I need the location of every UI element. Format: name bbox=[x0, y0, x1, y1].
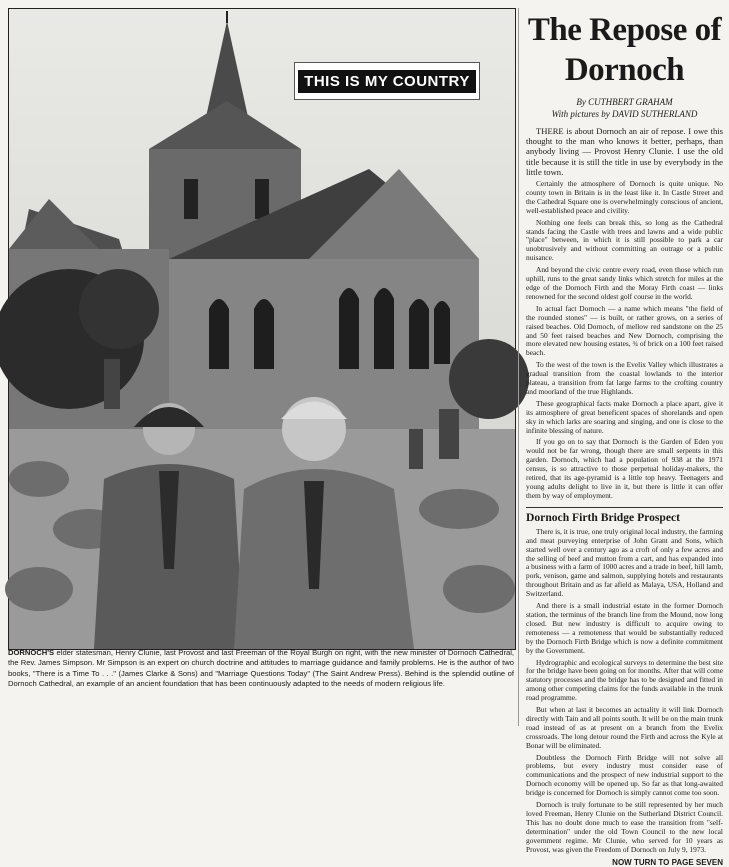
paragraph: Nothing one feels can break this, so long as the Cathedral stands facing the Castle with trees and lawns and a wide public "place" between, in which it is still possible to park a car unobtrusively and without committing an outrage or a public nuisance. bbox=[526, 217, 723, 263]
picture-credit: With pictures by DAVID SUTHERLAND bbox=[551, 109, 698, 119]
article-body bbox=[526, 126, 723, 867]
column-divider bbox=[518, 8, 519, 726]
photo-caption bbox=[8, 648, 514, 730]
paragraph: To the west of the town is the Evelix Valley which illustrates a gradual transition from the coastal lowlands to the interior plateau, a transition from fat large farms to the crofting country and moorland of the true Highlands. bbox=[526, 360, 723, 396]
paragraph: If you go on to say that Dornoch is the Garden of Eden you would not be far wrong, though there are small serpents in this garden. Dornoch, which had a population of 938 at the 1971 census, is so attractive to those perpetual holiday-makers, the retired, that its age-pyramid is a little top heavy. Teenagers and young adults delight to live in it, but there is little it can offer them by way of employment. bbox=[526, 437, 723, 500]
photo-illustration bbox=[9, 9, 515, 649]
section-subhead: Dornoch Firth Bridge Prospect bbox=[526, 507, 723, 525]
article-column bbox=[526, 8, 723, 867]
paragraph: But when at last it becomes an actuality it will link Dornoch directly with Tain and all points south. It will be on the main trunk road instead of as at present on a branch from the Evelix crossroads. The long detour round the Firth and across the Kyle at Bonar will be eliminated. bbox=[526, 705, 723, 750]
banner-text: THIS IS MY COUNTRY bbox=[298, 70, 476, 93]
caption-text: elder statesman, Henry Clunie, last Provost and last Freeman of the Royal Burgh on right, with the new minister of Dornoch Cathedral, the Rev. James Simpson. Mr Simpson is an expert on church doctrine and attitudes to marriage guidance and family problems. He is the author of two books, "There is a Time To . . ." (James Clarke & Sons) and "Marriage Questions Today" (The Saint Andrew Press). Behind is the splendid outline of Dornoch Cathedral, an example of an ancient foundation that has been continuously adapted to the needs of modern religious life. bbox=[8, 648, 514, 688]
paragraph: There is, it is true, one truly original local industry, the farming and meat purveying enterprise of John Grant and Sons, which started well over a century ago as a croft of only a few acres and the selling of beef and mutton from a cart, and has expanded into a business with a farm of 1000 acres and a trade in beef, hill lamb, pork, venison, game and salmon, supplying hotels and restaurants throughout Britain and as far afield as Malaya, USA, Holland and Switzerland. bbox=[526, 526, 723, 599]
byline: By CUTHBERT GRAHAM bbox=[576, 97, 673, 107]
paragraph: THERE is about Dornoch an air of repose. I owe this thought to the man who knows it better, perhaps, than anybody living — Provost Henry Clunie. I use the old title because it is still the title in use by everybody in the little town. bbox=[526, 126, 723, 177]
cathedral-photo bbox=[8, 8, 516, 650]
paragraph: In actual fact Dornoch — a name which means "the field of the rounded stones" — is built, or rather grows, on a series of raised beaches. Old Dornoch, of mellow red sandstone on the 25 and 50 feet raised beaches and New Dornoch, comprising the more elevated new housing estates, ¾ of brick on a 100 feet raised beach. bbox=[526, 303, 723, 358]
paragraph: And there is a small industrial estate in the former Dornoch station, the terminus of the branch line from the Mound, now long closed. But new industry is difficult to acquire owing to remoteness — a remoteness that would be substantially reduced by the Dornoch Firth Bridge which is now a definite commitment by the Government. bbox=[526, 601, 723, 655]
paragraph: Dornoch is truly fortunate to be still represented by her much loved Freeman, Henry Clunie on the Sutherland District Council. This has no doubt done much to ease the transition from "self-determination" under the old Town Council to the new local government regime. Mr Clunie, who served for 10 years as Provost, was given the Freedom of Dornoch on July 9, 1973. bbox=[526, 800, 723, 854]
continuation-note: NOW TURN TO PAGE SEVEN bbox=[612, 857, 723, 867]
caption-lead: DORNOCH'S bbox=[8, 648, 55, 657]
article-title: The Repose of Dornoch bbox=[527, 12, 722, 88]
paragraph: Doubtless the Dornoch Firth Bridge will not solve all problems, but every industry must consider ease of communications and the prospect of new industrial support to the Dornoch economy will be opened up. So far as that long-awaited bridge is concerned for Dornoch is simply cannot come too soon. bbox=[526, 752, 723, 798]
paragraph: These geographical facts make Dornoch a place apart, give it its atmosphere of great beneficent spaces of shorelands and open sky in which larks are soaring and singing, and one is close to the infinite blessing of nature. bbox=[526, 398, 723, 435]
series-banner bbox=[294, 62, 480, 100]
paragraph: Hydrographic and ecological surveys to determine the best site for the bridge have been going on for months. After that will come statutory processes and the bridge has to be designed and fitted in among other competing claims for the funds available in the trunk road programme. bbox=[526, 657, 723, 703]
paragraph: And beyond the civic centre every road, even those which run uphill, runs to the great sandy links which stretch for miles at the edge of the Dornoch Firth and the Moray Firth coast — links renowned for the second oldest golf course in the world. bbox=[526, 265, 723, 301]
paragraph: Certainly the atmosphere of Dornoch is quite unique. No county town in Britain is in the least like it. In Castle Street and the Cathedral Square one is overwhelmingly conscious of ancient, well-established peace and civility. bbox=[526, 179, 723, 215]
